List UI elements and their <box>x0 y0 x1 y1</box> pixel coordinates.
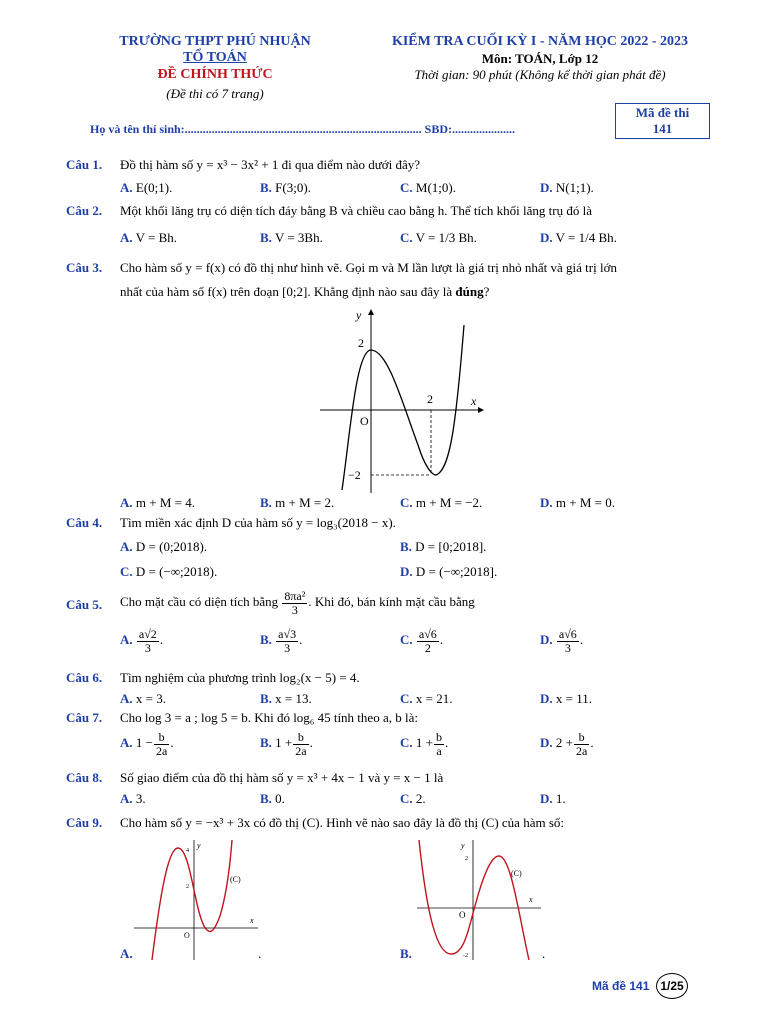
option-d[interactable] <box>400 564 497 580</box>
fraction-denominator: a <box>436 743 442 758</box>
option-letter: B. <box>260 495 272 510</box>
fraction-numerator: 8πa² <box>284 589 306 603</box>
option-b[interactable] <box>260 230 323 246</box>
exam-title: KIỂM TRA CUỐI KỲ I - NĂM HỌC 2022 - 2023 <box>391 34 689 49</box>
option-fraction <box>154 731 169 757</box>
option-d[interactable]: D. $\frac{a√6}{3}$ . <box>540 627 584 655</box>
option-letter: D. <box>540 691 553 706</box>
graph-option-a-label: A. <box>120 946 133 961</box>
option-a[interactable] <box>120 691 166 707</box>
option-prefix: 1 − <box>135 735 153 751</box>
question-stem: Số giao điểm của đồ thị hàm số y = x³ + 4x − 1 và y = x − 1 là <box>120 770 444 785</box>
fraction-denominator: 3 <box>144 640 151 655</box>
option-letter: B. <box>260 632 272 648</box>
option-text: m + M = 0. <box>555 495 615 510</box>
function-curve <box>152 840 232 960</box>
option-letter: B. <box>400 539 412 554</box>
fraction-numerator: b <box>154 731 169 745</box>
fraction-denominator: 3 <box>564 640 571 655</box>
fraction-numerator: a√2 <box>138 627 157 641</box>
origin-label: O <box>184 931 190 940</box>
option-text: D = (−∞;2018). <box>135 564 218 579</box>
option-text: M(1;0). <box>415 180 456 195</box>
option-prefix: 1 + <box>275 735 293 751</box>
question-number: Câu 4. <box>66 515 103 530</box>
x-axis-label: x <box>250 916 254 925</box>
exam-code: 141 <box>652 121 673 136</box>
question-stem: Tìm miền xác định D của hàm số y = log₃(2018 − x). <box>120 515 396 530</box>
option-b[interactable] <box>400 539 486 555</box>
option-fraction <box>574 731 589 757</box>
option-b[interactable] <box>260 791 285 807</box>
curve-label: (C) <box>511 869 522 878</box>
pages-note: (Đề thi có 7 trang) <box>166 86 264 101</box>
graph-option-a-period: . <box>258 946 262 961</box>
option-fraction <box>276 628 298 654</box>
option-text: x = 21. <box>415 691 453 706</box>
option-letter: A. <box>120 632 133 648</box>
option-text: V = 3Bh. <box>274 230 323 245</box>
option-letter: B. <box>260 791 272 806</box>
option-text: m + M = 2. <box>275 495 335 510</box>
question-stem: nhất của hàm số f(x) trên đoạn [0;2]. Khẳng định nào sau đây là <box>120 284 453 299</box>
option-text: D = [0;2018]. <box>415 539 487 554</box>
exam-code-box <box>615 103 710 139</box>
option-text: x = 3. <box>135 691 166 706</box>
question-number: Câu 1. <box>66 157 103 172</box>
option-letter: D. <box>540 230 553 245</box>
fraction-denominator: 3 <box>291 602 298 617</box>
exam-time: Thời gian: 90 phút (Không kể thời gian phát đề) <box>414 67 666 82</box>
y-axis-label: y <box>356 308 362 322</box>
option-d[interactable] <box>540 691 592 707</box>
option-a[interactable] <box>120 539 207 555</box>
question-number: Câu 9. <box>66 815 103 830</box>
question-stem: Cho hàm số y = −x³ + 3x có đồ thị (C). Hình vẽ nào sao đây là đồ thị (C) của hàm số: <box>120 815 564 830</box>
function-graph-q3 <box>318 305 488 495</box>
option-letter: C. <box>400 180 413 195</box>
option-letter: C. <box>400 735 413 751</box>
option-a[interactable] <box>120 495 195 511</box>
option-text: D = (0;2018). <box>135 539 208 554</box>
x-axis-label: x <box>471 394 477 408</box>
option-fraction <box>293 731 308 757</box>
option-a[interactable] <box>120 791 146 807</box>
option-text: 0. <box>275 791 285 806</box>
option-letter: C. <box>400 230 413 245</box>
option-prefix: 2 + <box>555 735 573 751</box>
option-c[interactable] <box>400 230 477 246</box>
department-name: TỔ TOÁN <box>183 50 247 65</box>
option-fraction <box>434 731 444 757</box>
option-letter: D. <box>540 495 553 510</box>
graph-option-b-label: B. <box>400 946 412 961</box>
option-letter: D. <box>540 735 553 751</box>
option-letter: A. <box>120 495 133 510</box>
x-axis-label: x <box>529 895 533 904</box>
option-fraction <box>137 628 159 654</box>
option-a[interactable] <box>120 230 177 246</box>
y-axis-label: y <box>461 841 465 850</box>
option-text: 3. <box>135 791 146 806</box>
exam-code-label: Mã đề thi <box>635 105 690 120</box>
option-letter: B. <box>260 180 272 195</box>
origin-label: O <box>360 414 369 428</box>
stem-part-b: . Khi đó, bán kính mặt cầu bằng <box>308 594 475 610</box>
option-letter: C. <box>400 691 413 706</box>
fraction-numerator: b <box>574 731 589 745</box>
option-fraction <box>417 628 439 654</box>
option-c[interactable]: C. $\frac{a√6}{2}$ . <box>400 627 444 655</box>
question-number: Câu 2. <box>66 203 103 218</box>
option-d[interactable] <box>540 180 594 196</box>
graph-option-b[interactable] <box>415 836 545 961</box>
origin-label: O <box>459 910 466 920</box>
option-text: x = 13. <box>275 691 312 706</box>
option-letter: A. <box>120 735 133 751</box>
graph-option-a[interactable] <box>132 836 262 961</box>
option-c[interactable] <box>120 564 217 580</box>
option-b[interactable] <box>260 495 334 511</box>
option-text: x = 11. <box>555 691 592 706</box>
question-number: Câu 5. <box>66 597 103 612</box>
option-b[interactable]: B. $\frac{a√3}{3}$ . <box>260 627 303 655</box>
option-a[interactable] <box>120 180 172 196</box>
school-name: TRƯỜNG THPT PHÚ NHUẬN <box>119 34 311 49</box>
option-c[interactable] <box>400 691 452 707</box>
page-indicator: 1/25 <box>656 973 688 999</box>
option-letter: C. <box>400 495 413 510</box>
option-b[interactable] <box>260 180 311 196</box>
tick-y-minus-2: −2 <box>348 468 361 482</box>
area-fraction <box>282 590 307 616</box>
option-letter: A. <box>120 791 133 806</box>
option-prefix: 1 + <box>415 735 433 751</box>
option-letter: A. <box>120 180 133 195</box>
option-letter: D. <box>400 564 413 579</box>
exam-subject: Môn: TOÁN, Lớp 12 <box>481 51 599 66</box>
tick-y-4: 4 <box>186 848 189 854</box>
option-text: 2. <box>415 791 426 806</box>
fraction-numerator: b <box>435 730 442 744</box>
fraction-denominator: 2a <box>575 743 588 758</box>
fraction-numerator: b <box>293 731 308 745</box>
question-stem: Một khối lăng trụ có diện tích đáy bằng B và chiều cao bằng h. Thể tích khối lăng trụ đó là <box>120 203 592 218</box>
fraction-denominator: 2a <box>155 743 168 758</box>
graph-option-b-period: . <box>542 946 546 961</box>
option-text: V = 1/4 Bh. <box>555 230 617 245</box>
option-c[interactable] <box>400 791 426 807</box>
option-c[interactable]: C. 1 + $\frac{b}{a}$ . <box>400 730 449 758</box>
option-d[interactable]: D. 2 + $\frac{b}{2a}$ . <box>540 730 594 758</box>
curve-label: (C) <box>230 875 241 884</box>
option-d[interactable] <box>540 791 566 807</box>
option-c[interactable] <box>400 495 482 511</box>
option-a[interactable]: A. $\frac{a√2}{3}$ . <box>120 627 164 655</box>
option-letter: C. <box>400 632 413 648</box>
footer-exam-code: Mã đề 141 <box>592 979 650 993</box>
question-number: Câu 3. <box>66 260 103 275</box>
option-d[interactable] <box>540 495 615 511</box>
y-axis-label: y <box>197 841 201 850</box>
option-text: F(3;0). <box>275 180 311 195</box>
fraction-denominator: 3 <box>284 640 291 655</box>
question-stem: Tìm nghiệm của phương trình log₂(x − 5) = 4. <box>120 670 360 685</box>
question-stem: Cho log 3 = a ; log 5 = b. Khi đó log₆ 45 tính theo a, b là: <box>120 710 418 725</box>
tick-x-2: 2 <box>427 392 433 406</box>
question-number: Câu 7. <box>66 710 103 725</box>
option-letter: B. <box>260 691 272 706</box>
option-letter: B. <box>260 230 272 245</box>
function-curve <box>419 840 529 960</box>
stem-part-a: Cho mặt cầu có diện tích bằng <box>120 594 279 610</box>
option-letter: A. <box>120 539 133 554</box>
option-b[interactable]: B. 1 + $\frac{b}{2a}$ . <box>260 730 313 758</box>
option-letter: D. <box>540 180 553 195</box>
option-text: N(1;1). <box>555 180 594 195</box>
option-a[interactable]: A. 1 − $\frac{b}{2a}$ . <box>120 730 174 758</box>
tick-y-2: 2 <box>186 884 189 890</box>
option-letter: D. <box>540 632 553 648</box>
question-number: Câu 8. <box>66 770 103 785</box>
question-stem: Đồ thị hàm số y = x³ − 3x² + 1 đi qua điểm nào dưới đây? <box>120 157 421 172</box>
question-stem <box>120 590 475 616</box>
option-d[interactable] <box>540 230 617 246</box>
option-text: D = (−∞;2018]. <box>415 564 498 579</box>
option-letter: C. <box>120 564 133 579</box>
tick-y-minus-2: -2 <box>463 953 468 959</box>
option-letter: A. <box>120 230 133 245</box>
question-number: Câu 6. <box>66 670 103 685</box>
fraction-denominator: 2 <box>424 640 431 655</box>
option-text: 1. <box>555 791 566 806</box>
option-text: V = Bh. <box>135 230 178 245</box>
fraction-numerator: a√6 <box>558 627 577 641</box>
option-text: V = 1/3 Bh. <box>415 230 477 245</box>
question-stem-emphasis: đúng <box>455 284 484 299</box>
option-b[interactable] <box>260 691 312 707</box>
option-text: m + M = −2. <box>415 495 483 510</box>
option-text: m + M = 4. <box>135 495 195 510</box>
student-info-line: Họ và tên thí sinh:............................................................................... SBD:..................... <box>90 122 516 136</box>
option-text: E(0;1). <box>135 180 173 195</box>
option-letter: D. <box>540 791 553 806</box>
tick-y-2: 2 <box>465 856 468 862</box>
tick-y-2: 2 <box>358 336 364 350</box>
option-letter: B. <box>260 735 272 751</box>
option-c[interactable] <box>400 180 456 196</box>
fraction-numerator: a√6 <box>418 627 437 641</box>
fraction-denominator: 2a <box>295 743 307 758</box>
official-label: ĐỀ CHÍNH THỨC <box>157 67 273 82</box>
option-fraction <box>557 628 579 654</box>
question-stem: Cho hàm số y = f(x) có đồ thị như hình vẽ. Gọi m và M lần lượt là giá trị nhỏ nhất và giá trị lớn <box>120 260 617 275</box>
option-letter: C. <box>400 791 413 806</box>
question-3-line-2: nhất của hàm số f(x) trên đoạn [0;2]. Khẳng định nào sau đây là đúng? <box>120 284 490 299</box>
fraction-numerator: a√3 <box>278 627 297 641</box>
option-letter: A. <box>120 691 133 706</box>
